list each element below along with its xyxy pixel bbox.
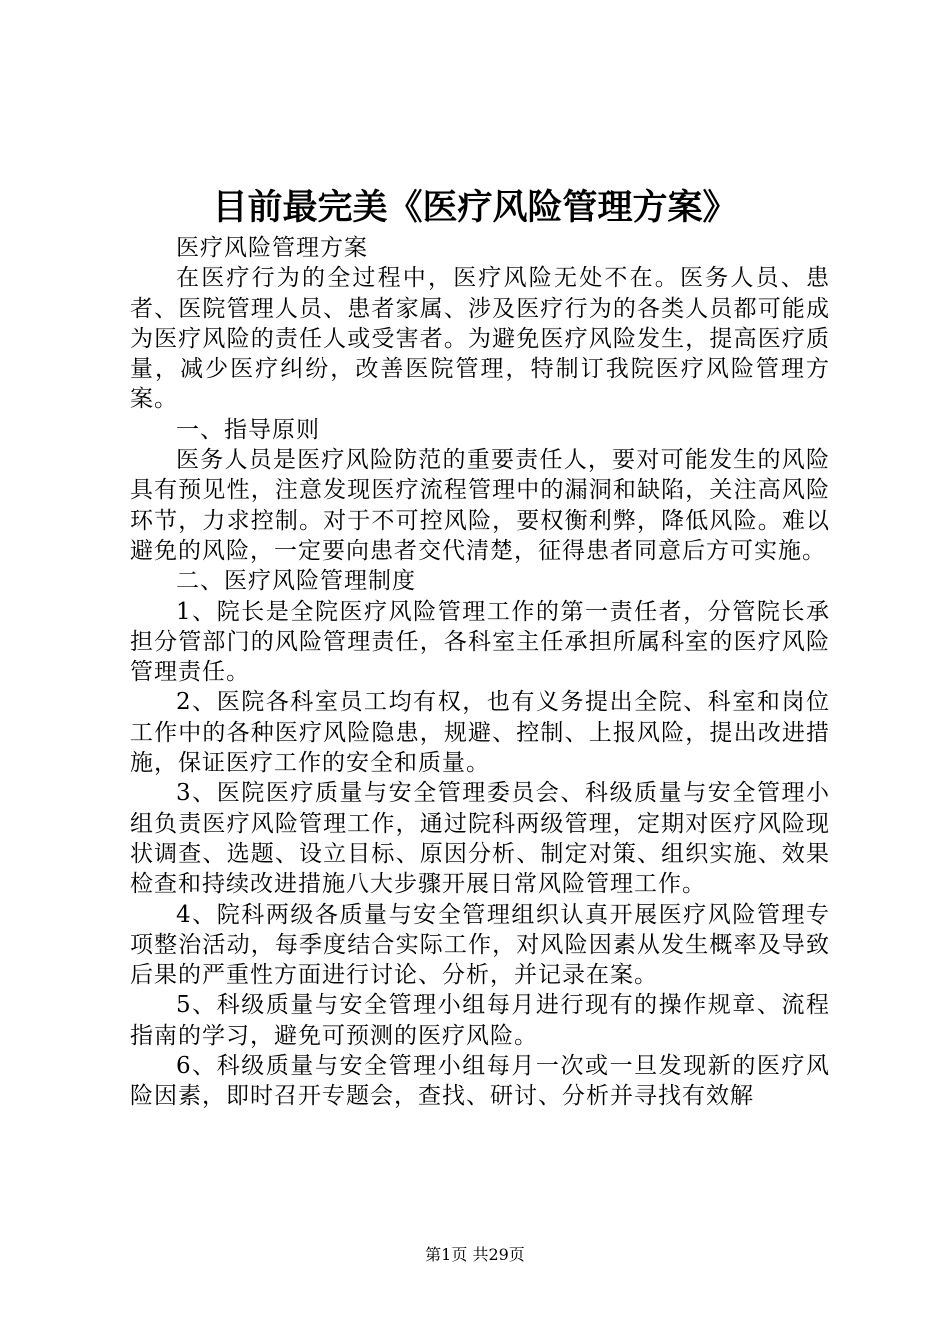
paragraph-item-6: 6、科级质量与安全管理小组每月一次或一旦发现新的医疗风险因素，即时召开专题会，查找、研讨、分析并寻找有效解	[130, 1053, 830, 1110]
paragraph-item-4: 4、院科两级各质量与安全管理组织认真开展医疗风险管理专项整治活动，每季度结合实际工作，对风险因素从发生概率及导致后果的严重性方面进行讨论、分析，并记录在案。	[130, 901, 830, 989]
paragraph-item-2: 2、医院各科室员工均有权，也有义务提出全院、科室和岗位工作中的各种医疗风险隐患，规避、控制、上报风险，提出改进措施，保证医疗工作的安全和质量。	[130, 689, 830, 777]
paragraph-item-1: 1、院长是全院医疗风险管理工作的第一责任者，分管院长承担分管部门的风险管理责任，各科室主任承担所属科室的医疗风险管理责任。	[130, 598, 830, 686]
document-title: 目前最完美《医疗风险管理方案》	[212, 188, 738, 228]
page-footer: 第1页 共29页	[425, 1245, 525, 1264]
document-body	[130, 233, 830, 1112]
paragraph-item-3: 3、医院医疗质量与安全管理委员会、科级质量与安全管理小组负责医疗风险管理工作，通过院科两级管理，定期对医疗风险现状调查、选题、设立目标、原因分析、制定对策、组织实施、效果检查和持续改进措施八大步骤开展日常风险管理工作。	[130, 780, 830, 898]
paragraph-principles: 医务人员是医疗风险防范的重要责任人，要对可能发生的风险具有预见性，注意发现医疗流程管理中的漏洞和缺陷，关注高风险环节，力求控制。对于不可控风险，要权衡利弊，降低风险。难以避免的风险，一定要向患者交代清楚，征得患者同意后方可实施。	[130, 447, 830, 564]
paragraph-intro: 在医疗行为的全过程中，医疗风险无处不在。医务人员、患者、医院管理人员、患者家属、涉及医疗行为的各类人员都可能成为医疗风险的责任人或受害者。为避免医疗风险发生，提高医疗质量，减少医疗纠纷，改善医院管理，特制订我院医疗风险管理方案。	[130, 265, 830, 413]
paragraph-item-5: 5、科级质量与安全管理小组每月进行现有的操作规章、流程指南的学习，避免可预测的医疗风险。	[130, 992, 830, 1049]
paragraph-subtitle: 医疗风险管理方案	[176, 235, 368, 261]
section-heading-system: 二、医疗风险管理制度	[176, 568, 416, 595]
section-heading-principles: 一、指导原则	[176, 416, 320, 443]
